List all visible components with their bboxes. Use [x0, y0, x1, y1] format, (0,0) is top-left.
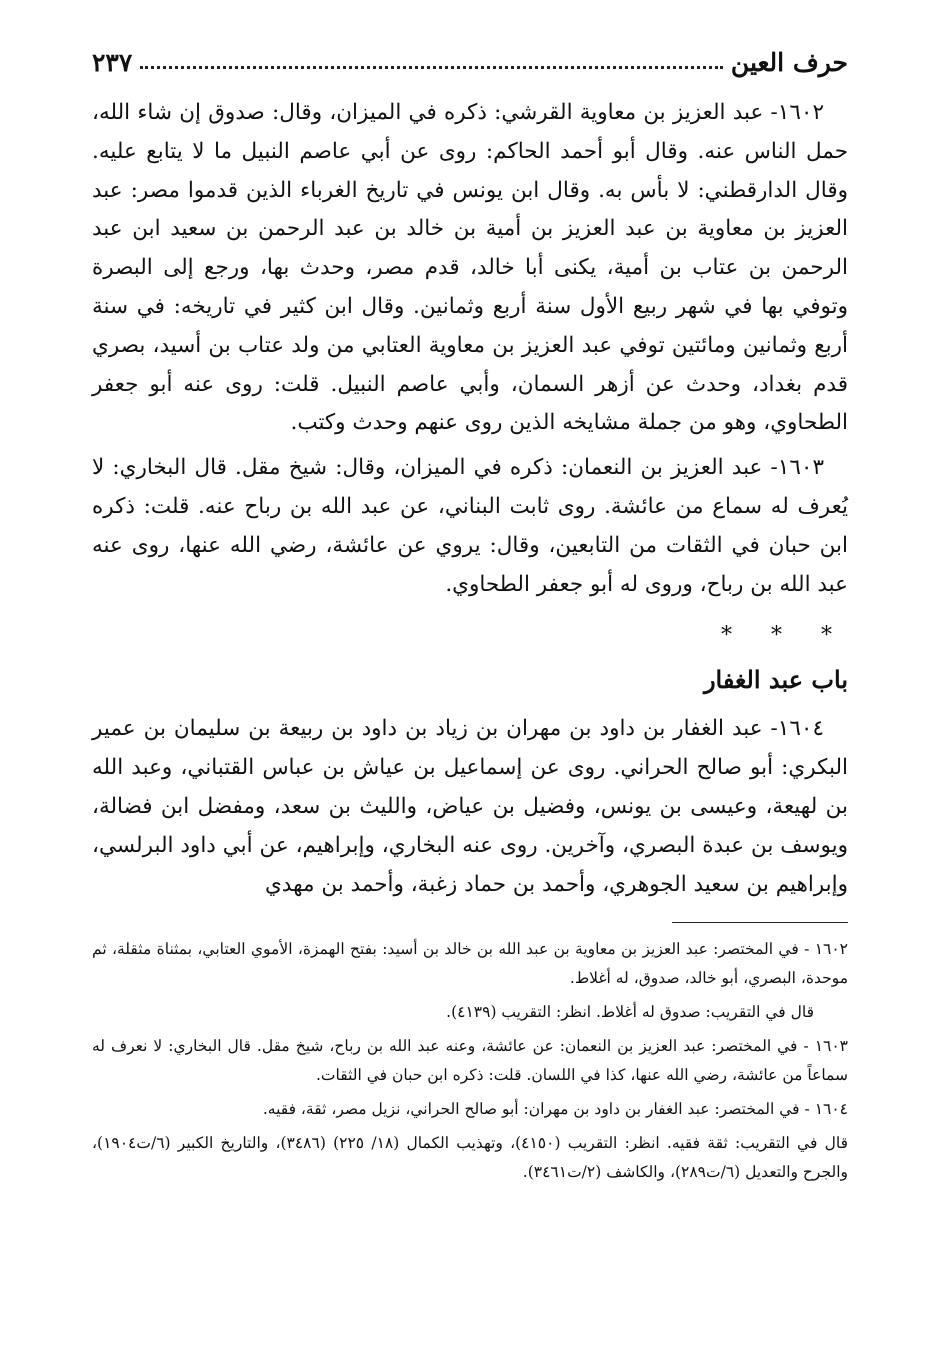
- footnote-1603: ١٦٠٣ - في المختصر: عبد العزيز بن النعمان: عن عائشة، وعنه عبد الله بن رباح، شيخ مقل. قال البخاري: لا نعرف له سماعاً من عائشة، رضي الله عنها، كذا في اللسان. قلت: ذكره ابن حبان في الثقات.: [92, 1037, 848, 1085]
- main-text: [92, 94, 848, 904]
- page-number: ٢٣٧: [92, 48, 133, 77]
- entry-1604: ١٦٠٤- عبد الغفار بن داود بن مهران بن زياد بن داود بن ربيعة بن سليمان بن عمير البكري: أبو صالح الحراني. روى عن إسماعيل بن عياش بن عباس القتباني، وعبد الله بن لهيعة، وعيسى بن يونس، وفضيل بن عياض، والليث بن سعد، ومفضل ابن فضالة، ويوسف بن عبدة البصري، وآخرين. روى عنه البخاري، وإبراهيم، عن أبي داود البرلسي، وإبراهيم بن سعيد الجوهري، وأحمد بن حماد زغبة، وأحمد بن مهدي: [92, 716, 848, 897]
- footnote-1602-taqrib: قال في التقريب: صدوق له أغلاط. انظر: التقريب (٤١٣٩).: [446, 1003, 814, 1022]
- entry-1603: ١٦٠٣- عبد العزيز بن النعمان: ذكره في الميزان، وقال: شيخ مقل. قال البخاري: لا يُعرف له سماع من عائشة. روى ثابت البناني، عن عبد الله بن رباح عنه. قلت: ذكره ابن حبان في الثقات من التابعين، وقال: يروي عن عائشة، رضي الله عنها، روى عنه عبد الله بن رباح، وروى له أبو جعفر الطحاوي.: [92, 455, 848, 597]
- footnote-divider: [672, 922, 848, 923]
- chapter-title: حرف العين: [730, 48, 848, 77]
- dotted-leader: [140, 66, 723, 69]
- running-header: [92, 38, 848, 78]
- footnote-1604: ١٦٠٤ - في المختصر: عبد الغفار بن داود بن مهران: أبو صالح الحراني، نزيل مصر، ثقة، فقيه.: [262, 1100, 848, 1119]
- footnote-1602: ١٦٠٢ - في المختصر: عبد العزيز بن معاوية بن عبد الله بن خالد بن أسيد: بفتح الهمزة، الأموي العتابي، بمثناة مثقلة، ثم موحدة، البصري، أبو خالد، صدوق، له أغلاط.: [92, 940, 848, 988]
- section-separator: * * *: [721, 623, 848, 649]
- footnote-1604-taqrib: قال في التقريب: ثقة فقيه. انظر: التقريب (٤١٥٠)، وتهذيب الكمال (١٨/ ٢٢٥) (٣٤٨٦)، والتاريخ الكبير (٦/ت١٩٠٤)، والجرح والتعديل (٦/ت٢٨٩)، والكاشف (٢/ت٣٤٦١).: [92, 1134, 849, 1182]
- section-heading: باب عبد الغفار: [703, 665, 848, 695]
- book-page: [92, 38, 848, 1348]
- entry-1602: ١٦٠٢- عبد العزيز بن معاوية القرشي: ذكره في الميزان، وقال: صدوق إن شاء الله، حمل الناس عنه. وقال أبو أحمد الحاكم: روى عن أبي عاصم النبيل ما لا يتابع عليه. وقال الدارقطني: لا بأس به. وقال ابن يونس في تاريخ الغرباء الذين قدموا مصر: عبد العزيز بن معاوية بن عبد العزيز بن أمية بن خالد بن عبد الرحمن بن سعيد ابن عبد الرحمن بن عتاب بن أمية، يكنى أبا خالد، قدم مصر، وحدث بها، ورجع إلى البصرة وتوفي بها في شهر ربيع الأول سنة أربع وثمانين. وقال ابن كثير في تاريخه: في سنة أربع وثمانين ومائتين توفي عبد العزيز بن معاوية العتابي من ولد عتاب بن أسيد، بصري قدم بغداد، وحدث عن أزهر السمان، وأبي عاصم النبيل. قلت: روى عنه أبو جعفر الطحاوي، وهو من جملة مشايخه الذين روى عنهم وحدث وكتب.: [92, 100, 848, 436]
- footnotes: [92, 935, 848, 1187]
